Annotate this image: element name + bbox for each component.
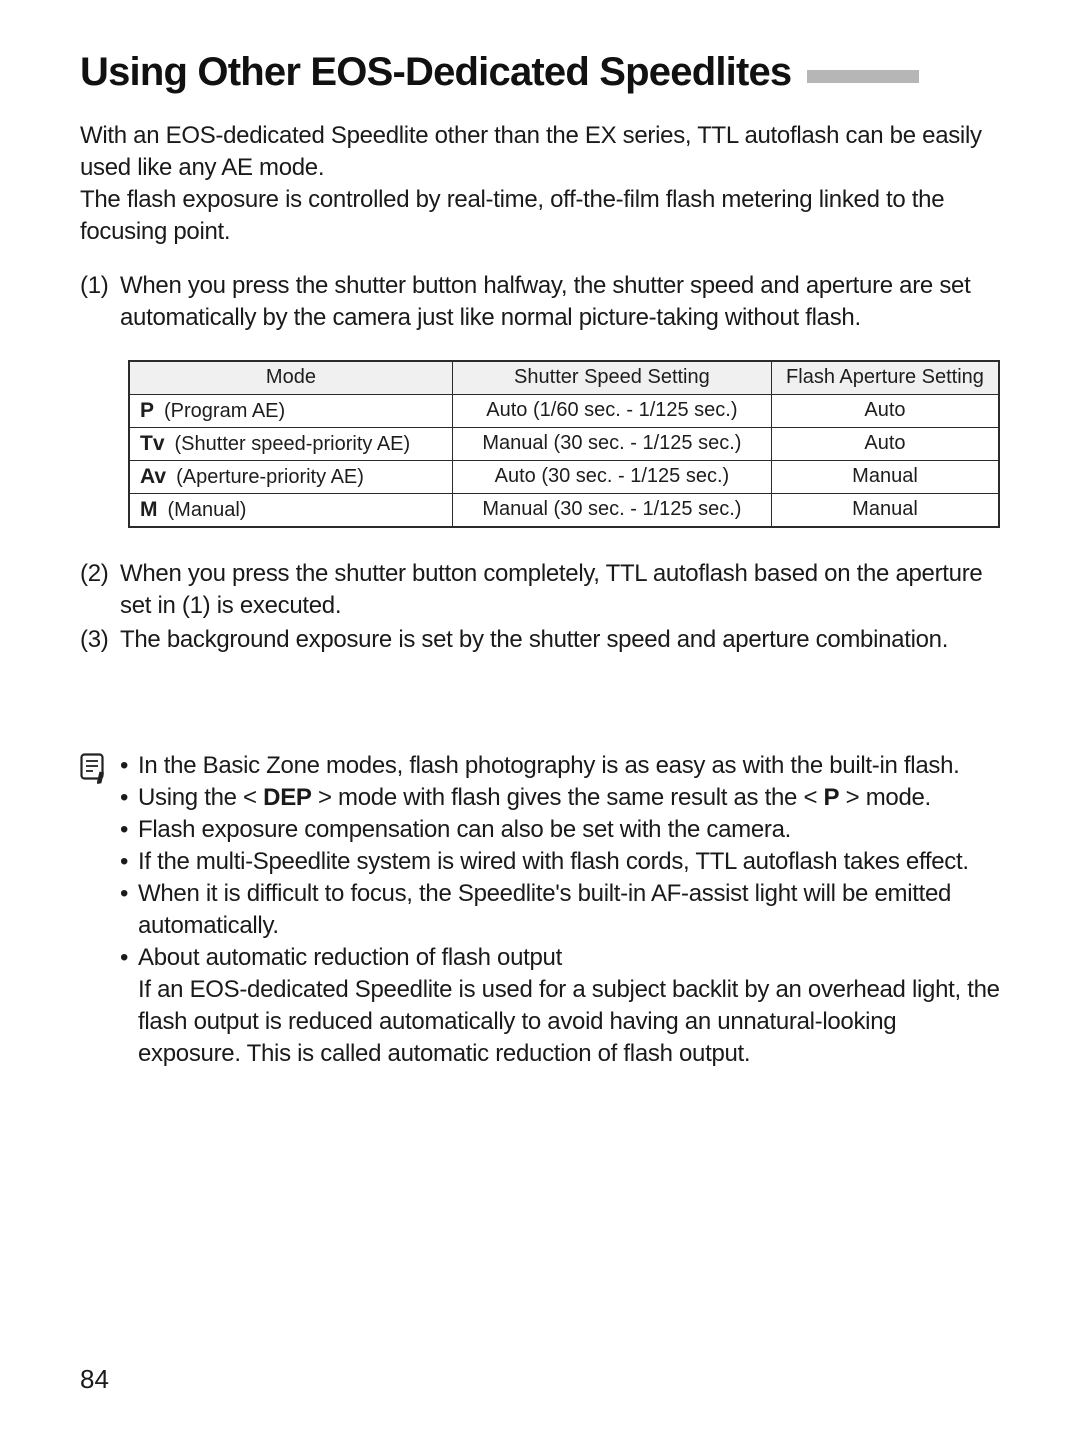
- step-item-3: [80, 624, 1002, 656]
- mode-symbol: Av: [140, 464, 167, 488]
- header-mode: Mode: [129, 361, 452, 394]
- mode-cell: [129, 394, 452, 427]
- speedlite-mode-table: [128, 360, 1000, 528]
- step-text: When you press the shutter button halfway, the shutter speed and aperture are set automatically by the camera just like normal picture-taking without flash.: [120, 272, 971, 331]
- note-text: In the Basic Zone modes, flash photography is as easy as with the built-in flash.: [138, 751, 960, 779]
- header-shutter-speed-setting: Shutter Speed Setting: [452, 361, 771, 394]
- note-icon: [80, 753, 107, 784]
- mode-symbol: Tv: [140, 431, 165, 455]
- dep-mode-label: DEP: [263, 783, 312, 811]
- note-text-part: > mode.: [839, 783, 931, 811]
- shutter-setting-cell: Manual (30 sec. - 1/125 sec.): [452, 493, 771, 527]
- table-row: [129, 427, 999, 460]
- note-item: [120, 782, 1002, 814]
- aperture-setting-cell: Auto: [771, 427, 999, 460]
- steps-section-continued: [80, 558, 1002, 656]
- note-text: When it is difficult to focus, the Speedlite's built-in AF-assist light will be emitted automatically.: [138, 879, 952, 939]
- note-item: [120, 878, 1002, 942]
- step-text: When you press the shutter button completely, TTL autoflash based on the aperture set in (1) is executed.: [120, 559, 983, 619]
- note-text-part: Using the <: [138, 783, 264, 811]
- intro-section: [80, 120, 1002, 248]
- notes-section: [80, 750, 1002, 1070]
- shutter-setting-cell: Auto (1/60 sec. - 1/125 sec.): [452, 394, 771, 427]
- shutter-setting-cell: Auto (30 sec. - 1/125 sec.): [452, 460, 771, 493]
- table-row: [129, 394, 999, 427]
- note-text: If the multi-Speedlite system is wired with flash cords, TTL autoflash takes effect.: [138, 847, 969, 875]
- mode-cell: [129, 493, 452, 527]
- mode-symbol: M: [140, 497, 158, 521]
- steps-section: [80, 270, 1002, 334]
- note-text: [138, 942, 1002, 1070]
- step-item-2: [80, 558, 1002, 622]
- note-text: Flash exposure compensation can also be set with the camera.: [138, 815, 792, 843]
- note-item: [120, 814, 1002, 846]
- table-row: [129, 493, 999, 527]
- intro-paragraph-1: With an EOS-dedicated Speedlite other than the EX series, TTL autoflash can be easily used like any AE mode.: [80, 122, 982, 181]
- step-number: (2): [80, 559, 109, 587]
- mode-cell: [129, 460, 452, 493]
- bullet-icon: •: [120, 783, 129, 811]
- note-text: [138, 782, 1002, 814]
- note-item: [120, 846, 1002, 878]
- aperture-setting-cell: Manual: [771, 493, 999, 527]
- bullet-icon: •: [120, 879, 129, 907]
- mode-cell: [129, 427, 452, 460]
- mode-desc: (Shutter speed-priority AE): [174, 432, 411, 455]
- intro-paragraph-2: The flash exposure is controlled by real-time, off-the-film flash metering linked to the focusing point.: [80, 186, 945, 245]
- bullet-icon: •: [120, 847, 129, 875]
- note-text-part: > mode with flash gives the same result as the <: [311, 783, 824, 811]
- step-text: The background exposure is set by the shutter speed and aperture combination.: [120, 625, 949, 653]
- title-accent-bar: [807, 70, 919, 83]
- mode-desc: (Manual): [167, 498, 247, 521]
- bullet-icon: •: [120, 815, 129, 843]
- note-item: [120, 750, 1002, 782]
- step-item-1: [80, 270, 1002, 334]
- mode-desc: (Aperture-priority AE): [176, 465, 364, 488]
- mode-symbol: P: [140, 398, 155, 422]
- aperture-setting-cell: Manual: [771, 460, 999, 493]
- mode-desc: (Program AE): [164, 399, 286, 422]
- step-number: (1): [80, 272, 109, 299]
- page-number: 84: [80, 1364, 109, 1394]
- table-row: [129, 460, 999, 493]
- bullet-icon: •: [120, 751, 129, 779]
- step-number: (3): [80, 625, 109, 653]
- aperture-setting-cell: Auto: [771, 394, 999, 427]
- page-title: Using Other EOS-Dedicated Speedlites: [80, 50, 792, 94]
- note-continuation: If an EOS-dedicated Speedlite is used for a subject backlit by an overhead light, the flash output is reduced automatically to avoid having an unnatural-looking exposure. This is called automatic reduction of flash output.: [138, 975, 1000, 1067]
- note-heading: About automatic reduction of flash output: [138, 943, 562, 971]
- note-item: [120, 942, 1002, 1070]
- title-row: [80, 50, 1002, 94]
- bullet-icon: •: [120, 943, 129, 971]
- shutter-setting-cell: Manual (30 sec. - 1/125 sec.): [452, 427, 771, 460]
- header-flash-aperture-setting: Flash Aperture Setting: [771, 361, 999, 394]
- p-mode-label: P: [823, 783, 840, 811]
- table-header-row: [129, 361, 999, 394]
